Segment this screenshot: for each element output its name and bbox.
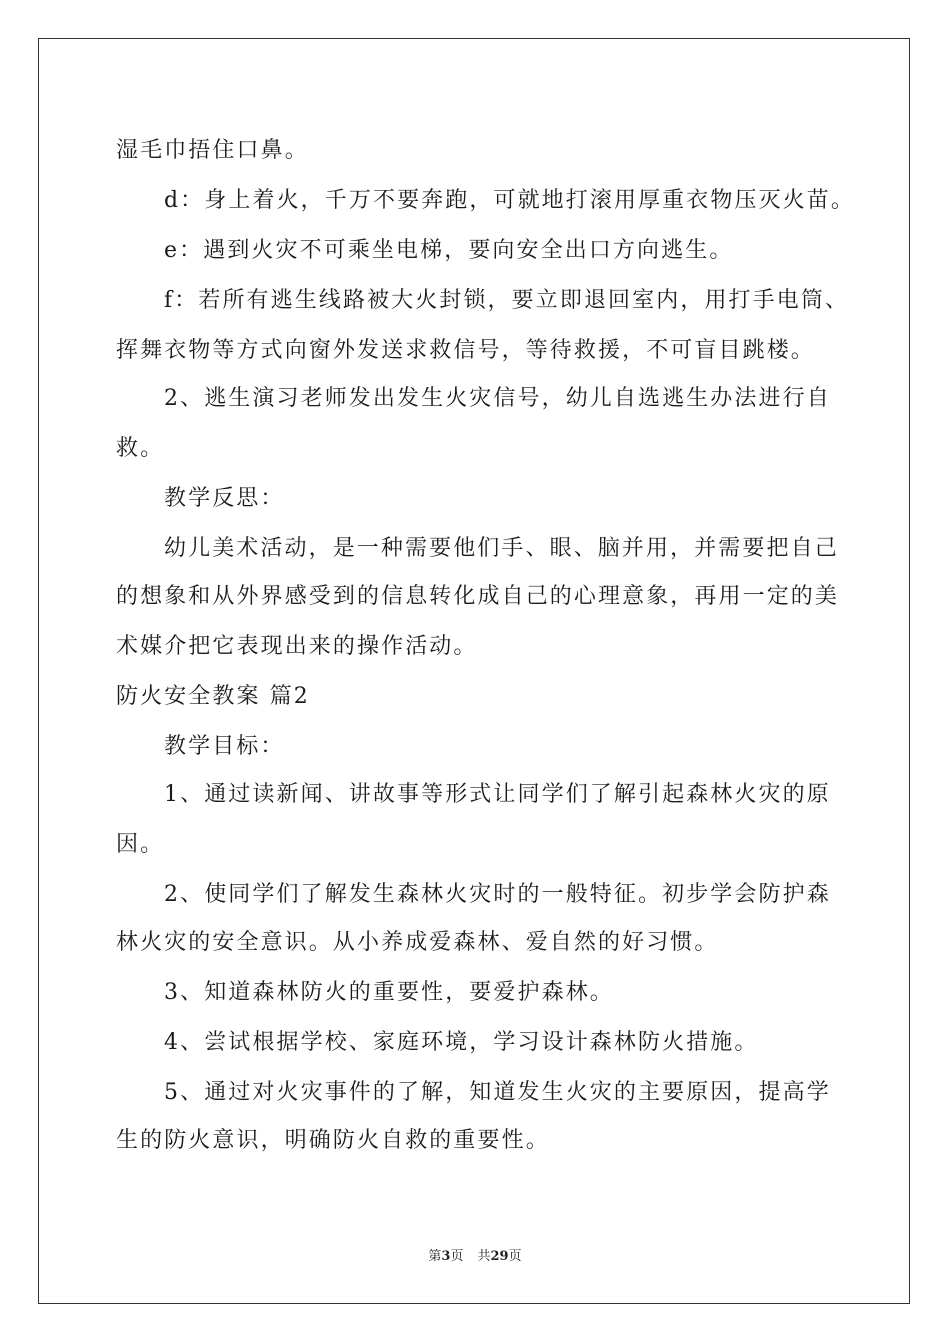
page-current: 3 (441, 1249, 451, 1264)
text-line: 2、使同学们了解发生森林火灾时的一般特征。初步学会防护森 (164, 882, 831, 907)
text-line: 3、知道森林防火的重要性，要爱护森林。 (164, 980, 614, 1005)
text-line: 林火灾的安全意识。从小养成爱森林、爱自然的好习惯。 (116, 930, 719, 955)
page-prefix: 第 (428, 1249, 442, 1264)
text-line: 术媒介把它表现出来的操作活动。 (116, 634, 478, 659)
text-line: d：身上着火，千万不要奔跑，可就地打滚用厚重衣物压灭火苗。 (164, 188, 855, 213)
text-line: 5、通过对火灾事件的了解，知道发生火灾的主要原因，提高学 (164, 1080, 831, 1105)
text-line: 生的防火意识，明确防火自救的重要性。 (116, 1128, 550, 1153)
text-line: 1、通过读新闻、讲故事等形式让同学们了解引起森林火灾的原 (164, 782, 831, 807)
page-footer (0, 1248, 950, 1266)
text-line: 4、尝试根据学校、家庭环境，学习设计森林防火措施。 (164, 1030, 759, 1055)
page-border (38, 38, 910, 1304)
page-total: 29 (490, 1249, 509, 1264)
text-line: f：若所有逃生线路被大火封锁，要立即退回室内，用打手电筒、 (164, 288, 850, 313)
text-line: e：遇到火灾不可乘坐电梯，要向安全出口方向逃生。 (164, 238, 734, 263)
text-line: 救。 (116, 436, 165, 461)
text-line: 的想象和从外界感受到的信息转化成自己的心理意象，再用一定的美 (116, 584, 840, 609)
page-suffix: 页 (450, 1249, 464, 1264)
text-line: 幼儿美术活动，是一种需要他们手、眼、脑并用，并需要把自己 (164, 536, 839, 561)
text-line: 2、逃生演习老师发出发生火灾信号，幼儿自选逃生办法进行自 (164, 386, 831, 411)
section-heading: 教学反思： (164, 486, 285, 511)
lesson-title: 防火安全教案 篇2 (116, 684, 310, 709)
total-prefix: 共 (477, 1249, 491, 1264)
text-line: 湿毛巾捂住口鼻。 (116, 138, 309, 163)
text-line: 因。 (116, 832, 165, 857)
text-line: 挥舞衣物等方式向窗外发送求救信号，等待救援，不可盲目跳楼。 (116, 338, 815, 363)
section-heading: 教学目标： (164, 734, 285, 759)
total-suffix: 页 (508, 1249, 522, 1264)
